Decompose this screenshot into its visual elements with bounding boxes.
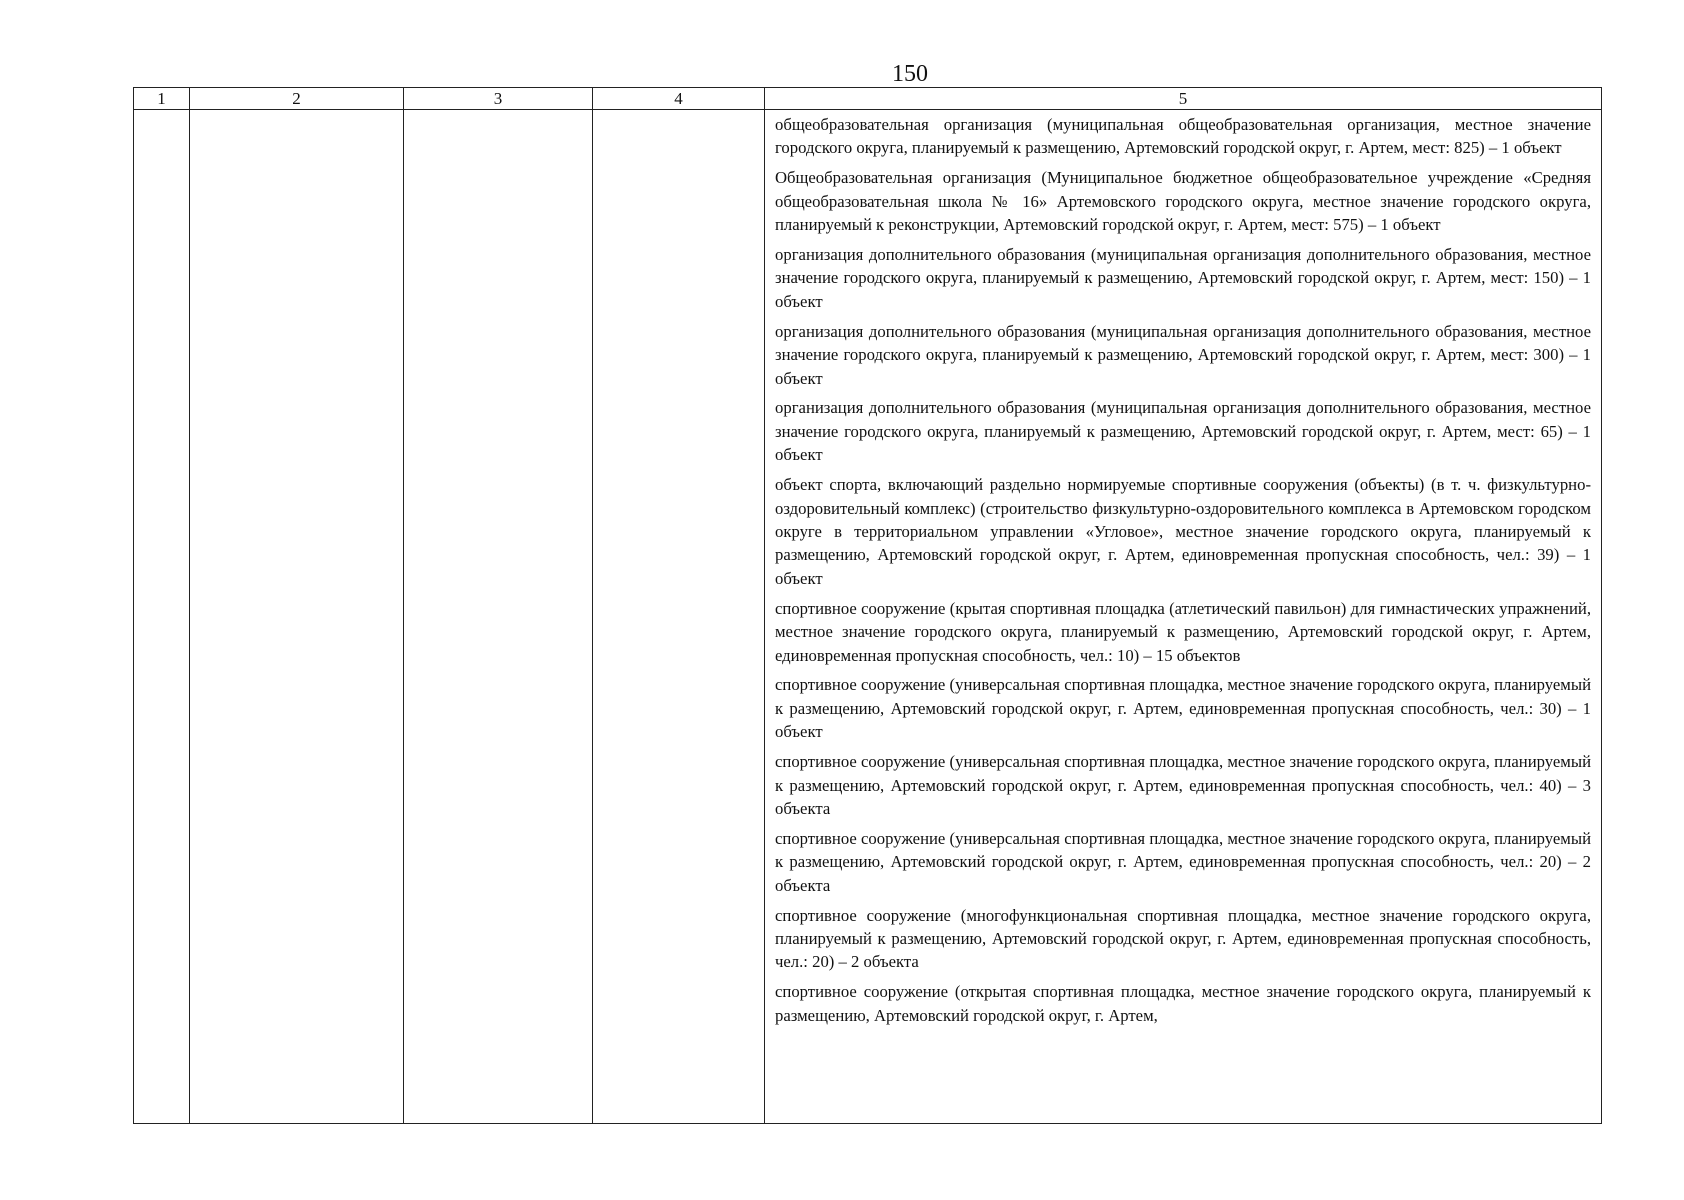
entry-additional-education-150: организация дополнительного образования (муниципальная организация дополнительного образования, местное значение городского округа, планируемый к размещению, Артемовский городской округ, г. Артем, мест: 150) – 1 объект xyxy=(775,245,1591,311)
entry-sports-complex-uglovoe: объект спорта, включающий раздельно нормируемые спортивные сооружения (объекты) (в т. ч. физкультурно-оздоровительный комплекс) (строительство физкультурно-оздоровительного комплекса в Артемовском городском округе в территориальном управлении «Угловое», местное значение городского округа, планируемый к размещению, Артемовский городской округ, г. Артем, единовременная пропускная способность, чел.: 39) – 1 объект xyxy=(775,475,1591,588)
document-table xyxy=(133,87,1602,1124)
column-header-1: 1 xyxy=(134,88,190,110)
column-header-3: 3 xyxy=(404,88,593,110)
table-cell-col-5 xyxy=(765,110,1602,1124)
entry-universal-ground-40: спортивное сооружение (универсальная спортивная площадка, местное значение городского округа, планируемый к размещению, Артемовский городской округ, г. Артем, единовременная пропускная способность, чел.: 40) – 3 объекта xyxy=(775,752,1591,818)
entry-universal-ground-30: спортивное сооружение (универсальная спортивная площадка, местное значение городского округа, планируемый к размещению, Артемовский городской округ, г. Артем, единовременная пропускная способность, чел.: 30) – 1 объект xyxy=(775,675,1591,742)
table-cell-col-1 xyxy=(134,110,190,1124)
entry-universal-ground-20: спортивное сооружение (универсальная спортивная площадка, местное значение городского округа, планируемый к размещению, Артемовский городской округ, г. Артем, единовременная пропускная способность, чел.: 20) – 2 объекта xyxy=(775,828,1591,895)
page-number: 150 xyxy=(892,61,928,87)
entry-additional-education-300: организация дополнительного образования (муниципальная организация дополнительного образования, местное значение городского округа, планируемый к размещению, Артемовский городской округ, г. Артем, мест: 300) – 1 объект xyxy=(775,321,1591,388)
entry-open-sports-ground: спортивное сооружение (открытая спортивная площадка, местное значение городского округа, планируемый к размещению, Артемовский городской округ, г. Артем, xyxy=(775,982,1591,1025)
column-header-2: 2 xyxy=(190,88,404,110)
table-cell-col-2 xyxy=(190,110,404,1124)
table-row xyxy=(134,110,1602,1124)
column-header-4: 4 xyxy=(593,88,765,110)
entry-general-school-825: общеобразовательная организация (муниципальная общеобразовательная организация, местное значение городского округа, планируемый к размещению, Артемовский городской округ, г. Артем, мест: 825) – 1 объект xyxy=(775,115,1591,158)
entry-school-16-reconstruction: Общеобразовательная организация (Муниципальное бюджетное общеобразовательное учреждение «Средняя общеобразовательная школа № 16» Артемовского городского округа, местное значение городского округа, планируемый к реконструкции, Артемовский городской округ, г. Артем, мест: 575) – 1 объект xyxy=(775,168,1591,235)
entry-covered-sports-ground: спортивное сооружение (крытая спортивная площадка (атлетический павильон) для гимнастических упражнений, местное значение городского округа, планируемый к размещению, Артемовский городской округ, г. Артем, единовременная пропускная способность, чел.: 10) – 15 объектов xyxy=(775,598,1591,665)
table-cell-col-4 xyxy=(593,110,765,1124)
column-header-5: 5 xyxy=(765,88,1602,110)
entry-multifunctional-ground-20: спортивное сооружение (многофункциональная спортивная площадка, местное значение городского округа, планируемый к размещению, Артемовский городской округ, г. Артем, единовременная пропускная способность, чел.: 20) – 2 объекта xyxy=(775,905,1591,972)
table-cell-col-3 xyxy=(404,110,593,1124)
table-header-row xyxy=(134,88,1602,110)
entry-additional-education-65: организация дополнительного образования (муниципальная организация дополнительного образования, местное значение городского округа, планируемый к размещению, Артемовский городской округ, г. Артем, мест: 65) – 1 объект xyxy=(775,398,1591,465)
